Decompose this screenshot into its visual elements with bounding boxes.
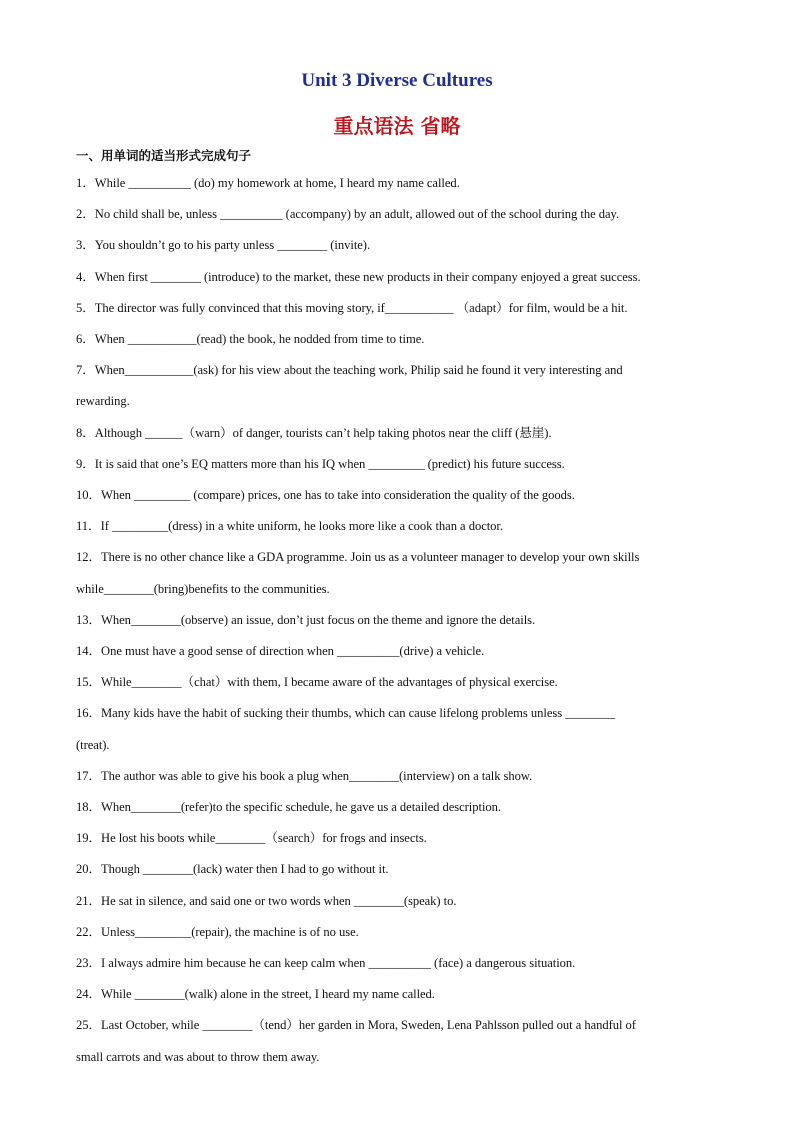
exercise-line: 18．When________(refer)to the specific schedule, he gave us a detailed description.: [76, 800, 501, 815]
exercise-line: 25．Last October, while ________（tend）her garden in Mora, Sweden, Lena Pahlsson pulled out a handful of: [76, 1018, 636, 1033]
exercise-line: 11．If _________(dress) in a white uniform, he looks more like a cook than a doctor.: [76, 519, 503, 534]
exercise-line: 6．When ___________(read) the book, he nodded from time to time.: [76, 332, 425, 347]
exercise-line: 13．When________(observe) an issue, don’t just focus on the theme and ignore the details.: [76, 612, 536, 627]
page-subtitle: 重点语法 省略: [333, 114, 461, 138]
page-title: Unit 3 Diverse Cultures: [301, 70, 493, 91]
exercise-line: 10．When _________ (compare) prices, one has to take into consideration the quality of the goods.: [76, 488, 575, 503]
exercise-line: (treat).: [76, 737, 110, 752]
exercise-line: 9．It is said that one’s EQ matters more than his IQ when _________ (predict) his future success.: [76, 456, 565, 471]
exercise-line: small carrots and was about to throw them away.: [76, 1049, 320, 1064]
section-heading: 一、用单词的适当形式完成句子: [76, 148, 252, 163]
exercise-line: 12．There is no other chance like a GDA programme. Join us as a volunteer manager to develop your own skills: [76, 550, 640, 565]
exercise-line: 20．Though ________(lack) water then I had to go without it.: [76, 862, 389, 877]
exercise-line: 7．When___________(ask) for his view about the teaching work, Philip said he found it very interesting and: [76, 363, 623, 378]
exercise-line: 17．The author was able to give his book a plug when________(interview) on a talk show.: [76, 768, 533, 783]
exercise-line: 4．When first ________ (introduce) to the market, these new products in their company enjoyed a great success.: [76, 269, 641, 284]
exercise-line: 24．While ________(walk) alone in the street, I heard my name called.: [76, 987, 435, 1002]
exercise-list: [76, 168, 716, 1073]
exercise-line: 21．He sat in silence, and said one or two words when ________(speak) to.: [76, 893, 457, 908]
exercise-line: 16．Many kids have the habit of sucking their thumbs, which can cause lifelong problems unless ________: [76, 706, 616, 721]
exercise-line: 14．One must have a good sense of direction when __________(drive) a vehicle.: [76, 644, 485, 659]
exercise-line: 3．You shouldn’t go to his party unless ________ (invite).: [76, 238, 371, 253]
exercise-line: 1．While __________ (do) my homework at home, I heard my name called.: [76, 176, 460, 190]
exercise-line: 22．Unless_________(repair), the machine is of no use.: [76, 924, 359, 939]
exercise-line: while________(bring)benefits to the communities.: [76, 581, 330, 596]
exercise-line: 19．He lost his boots while________（search）for frogs and insects.: [76, 831, 427, 846]
exercise-line: 15．While________（chat）with them, I became aware of the advantages of physical exercise.: [76, 675, 558, 690]
exercise-line: 8．Although ______（warn）of danger, tourists can’t help taking photos near the cliff (悬崖).: [76, 425, 552, 440]
exercise-line: 23．I always admire him because he can keep calm when __________ (face) a dangerous situation.: [76, 956, 576, 971]
exercise-line: 5．The director was fully convinced that this moving story, if___________ （adapt）for film, would be a hit.: [76, 300, 628, 315]
exercise-line: rewarding.: [76, 394, 130, 409]
exercise-line: 2．No child shall be, unless __________ (accompany) by an adult, allowed out of the school during the day.: [76, 207, 620, 222]
